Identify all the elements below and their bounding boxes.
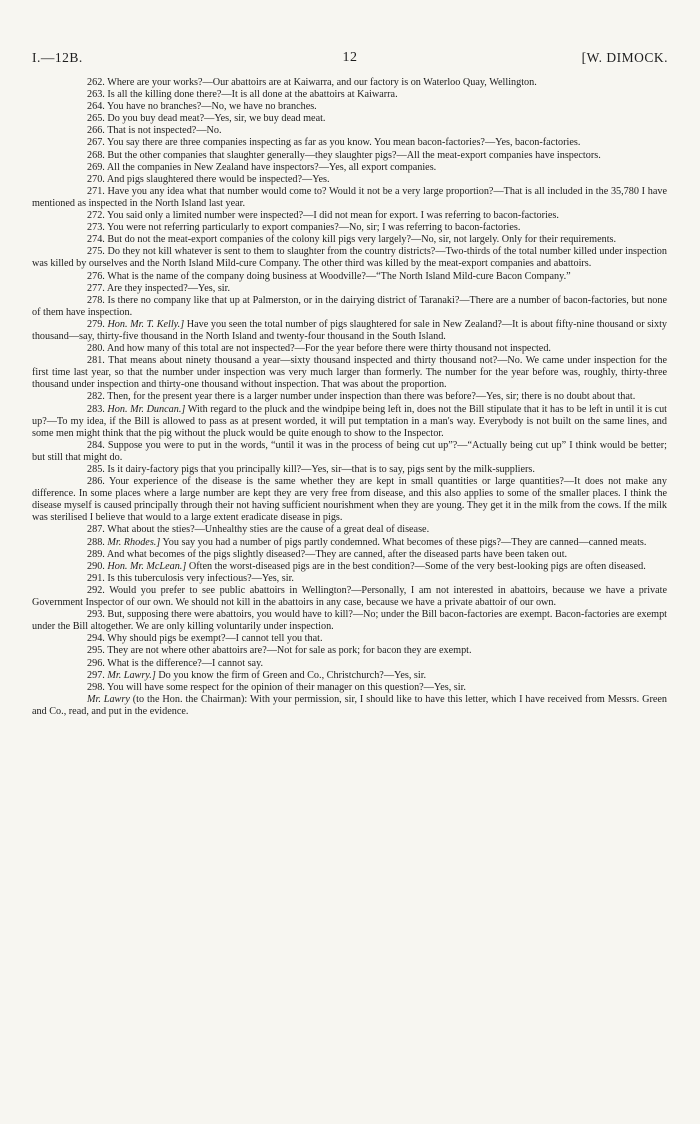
question-number: 297. [87, 669, 105, 681]
question-answer-text: You were not referring particularly to export companies?—No, sir; I was referring to bacon-factories. [107, 222, 521, 234]
question-answer-text: That means about ninety thousand a year—sixty thousand inspected and thirty thousand not?—No. We came under inspection for the first time last year, so that the number under inspection was very much larger than formerly. The number for the year before was, roughly, thirty-three thousand under inspection and thirty-one thousand without inspection. That was about the proportion. [32, 355, 667, 391]
question-answer-text: Have you seen the total number of pigs slaughtered for sale in New Zealand?—It is about fifty-nine thousand or sixty thousand—say, thirty-five thousand in the North Island and twenty-four thousand in the South Island. [32, 318, 668, 342]
question-paragraph [32, 645, 667, 657]
question-paragraph [32, 670, 667, 682]
question-paragraph [32, 404, 667, 440]
question-number: 273. [87, 222, 105, 234]
question-paragraph [32, 113, 667, 125]
question-number: 283. [87, 403, 105, 415]
question-paragraph [32, 440, 667, 464]
question-answer-text: You have no branches?—No, we have no branches. [107, 101, 317, 113]
question-number: 290. [87, 560, 105, 572]
question-number: 293. [87, 609, 105, 621]
question-paragraph [32, 658, 667, 670]
question-answer-text: With regard to the pluck and the windpipe being left in, does not the Bill stipulate that it has to be left in until it is cut up?—To my idea, if the Bill is allowed to pass as at present worded, it will put temptation in a man's way. Everybody is not built on the same lines, and some men might think that the pig without the pluck would be quite enough to show to the Inspector. [32, 403, 667, 439]
question-number: 262. [87, 77, 105, 88]
question-number: 263. [87, 89, 105, 101]
question-answer-text: You say there are three companies inspecting as far as you know. You mean bacon-factories?—Yes, bacon-factories. [107, 137, 581, 149]
question-paragraph [32, 210, 667, 222]
question-answer-text: Then, for the present year there is a larger number under inspection than there was before?—Yes, sir; there is no doubt about that. [107, 391, 636, 403]
question-paragraph [32, 89, 667, 101]
question-number: 280. [87, 343, 105, 355]
question-answer-text: Suppose you were to put in the words, “until it was in the process of being cut up”?—“Actually being cut up” I think would be better; but still that might do. [32, 439, 667, 463]
question-paragraph [32, 391, 667, 403]
question-number: 284. [87, 439, 105, 451]
question-number: 266. [87, 125, 105, 137]
question-number: 295. [87, 645, 105, 657]
question-answer-text: Is all the killing done there?—It is all done at the abattoirs at Kaiwarra. [107, 89, 398, 101]
question-paragraph [32, 464, 667, 476]
question-number: 298. [87, 681, 105, 693]
speaker-name: Mr. Rhodes.] [107, 536, 161, 548]
question-number: 269. [87, 161, 105, 173]
question-number: 268. [87, 149, 105, 161]
question-answer-text: What is the difference?—I cannot say. [107, 657, 264, 669]
question-number: 286. [87, 476, 105, 488]
question-paragraph [32, 295, 667, 319]
question-answer-text: But the other companies that slaughter generally—they slaughter pigs?—All the meat-export companies have inspectors. [107, 149, 601, 161]
question-answer-text: All the companies in New Zealand have inspectors?—Yes, all export companies. [106, 161, 437, 173]
question-number: 289. [87, 548, 105, 560]
question-answer-text: Is it dairy-factory pigs that you principally kill?—Yes, sir—that is to say, pigs sent by the milk-suppliers. [107, 464, 535, 475]
question-number: 287. [87, 524, 105, 536]
question-answer-text: That is not inspected?—No. [107, 125, 222, 137]
question-paragraph [32, 682, 667, 694]
question-answer-text: You say you had a number of pigs partly condemned. What becomes of these pigs?—They are canned—canned meats. [162, 536, 647, 548]
question-paragraph [32, 573, 667, 585]
question-number: 270. [87, 173, 105, 185]
question-paragraph [32, 222, 667, 234]
question-number: 274. [87, 234, 105, 246]
question-paragraph [32, 319, 667, 343]
question-number: 285. [87, 464, 105, 475]
question-number: 267. [87, 137, 105, 149]
question-paragraph [32, 633, 667, 645]
evidence-text [32, 77, 667, 718]
question-number: 264. [87, 101, 105, 113]
question-paragraph [32, 150, 667, 162]
question-number: 296. [87, 657, 105, 669]
question-answer-text: Is there no company like that up at Palmerston, or in the dairying district of Taranaki?—There are a number of bacon-factories, but none of them have inspection. [32, 294, 668, 318]
question-answer-text: And pigs slaughtered there would be inspected?—Yes. [106, 173, 330, 185]
question-paragraph [32, 234, 667, 246]
question-answer-text: They are not where other abattoirs are?—Not for sale as pork; for bacon they are exempt. [107, 645, 472, 657]
question-paragraph [32, 186, 667, 210]
speaker-name: Mr. Lawry.] [107, 669, 156, 681]
question-paragraph [32, 476, 667, 524]
question-number: 278. [87, 294, 105, 306]
question-paragraph [32, 694, 667, 718]
question-paragraph [32, 585, 667, 609]
question-number: 288. [87, 536, 105, 548]
witness-name: [W. DIMOCK. [581, 50, 668, 65]
question-answer-text: Why should pigs be exempt?—I cannot tell you that. [107, 633, 323, 645]
question-answer-text: And how many of this total are not inspected?—For the year before there were thirty thousand not inspected. [106, 343, 551, 355]
question-paragraph [32, 77, 667, 89]
question-number: 282. [87, 391, 105, 403]
question-number: 276. [87, 270, 105, 282]
question-answer-text: Often the worst-diseased pigs are in the best condition?—Some of the very best-looking pigs are often diseased. [188, 560, 646, 572]
question-paragraph [32, 524, 667, 536]
question-answer-text: What about the sties?—Unhealthy sties are the cause of a great deal of disease. [107, 524, 430, 536]
question-number: 279. [87, 318, 105, 330]
question-paragraph [32, 355, 667, 391]
question-answer-text: Are they inspected?—Yes, sir. [106, 282, 230, 294]
paper-reference: I.—12B. [32, 50, 83, 65]
question-number: 272. [87, 210, 105, 222]
question-paragraph [32, 174, 667, 186]
question-paragraph [32, 246, 667, 270]
question-answer-text: Would you prefer to see public abattoirs in Wellington?—Personally, I am not interested in abattoirs, because we have a private Government Inspector of our own. We should not kill in the abattoirs in any case, because we have a private abattoir of our own. [32, 584, 667, 609]
question-answer-text: Have you any idea what that number would come to? Would it not be a very large proportion?—That is all included in the 35,780 I have mentioned as inspected in the North Island last year. [32, 185, 667, 209]
question-answer-text: You will have some respect for the opinion of their manager on this question?—Yes, sir. [107, 681, 466, 693]
question-paragraph [32, 283, 667, 295]
question-number: 265. [87, 113, 105, 125]
question-paragraph [32, 271, 667, 283]
question-answer-text: Is this tuberculosis very infectious?—Yes, sir. [107, 572, 294, 584]
question-answer-text: Do you buy dead meat?—Yes, sir, we buy dead meat. [107, 113, 326, 125]
question-paragraph [32, 101, 667, 113]
page-header [32, 50, 668, 70]
question-answer-text: Do you know the firm of Green and Co., Christchurch?—Yes, sir. [158, 669, 427, 681]
question-answer-text: What is the name of the company doing business at Woodville?—“The North Island Mild-cure Bacon Company.” [107, 270, 571, 282]
page-number: 12 [342, 50, 358, 65]
speaker-name: Hon. Mr. Duncan.] [107, 403, 186, 415]
question-answer-text: And what becomes of the pigs slightly diseased?—They are canned, after the diseased parts have been taken out. [106, 548, 568, 560]
question-paragraph [32, 609, 667, 633]
question-answer-text: But, supposing there were abattoirs, you would have to kill?—No; under the Bill bacon-factories are exempt. Bacon-factories are exempt under the Bill altogether. We are only killing voluntarily under inspection. [32, 609, 667, 633]
question-paragraph [32, 561, 667, 573]
question-paragraph [32, 137, 667, 149]
question-paragraph [32, 125, 667, 137]
speaker-name: Hon. Mr. T. Kelly.] [107, 318, 185, 330]
speaker-name: Hon. Mr. McLean.] [107, 560, 187, 572]
question-answer-text: Do they not kill whatever is sent to them to slaughter from the country districts?—Two-thirds of the total number killed under inspection was killed by ourselves and the North Island Mild-cure Company. The other third was killed by the meat-export companies and abattoirs. [32, 246, 667, 270]
question-number: 281. [87, 355, 105, 367]
question-answer-text: Where are your works?—Our abattoirs are at Kaiwarra, and our factory is on Waterloo Quay, Wellington. [107, 77, 537, 88]
question-number: 275. [87, 246, 105, 258]
question-answer-text: (to the Hon. the Chairman): With your permission, sir, I should like to have this letter, which I have received from Messrs. Green and Co., read, and put in the evidence. [32, 693, 667, 717]
question-paragraph [32, 162, 667, 174]
question-paragraph [32, 343, 667, 355]
question-number: 294. [87, 633, 105, 645]
question-answer-text: Your experience of the disease is the same whether they are kept in small quantities or large quantities?—It does not make any difference. In some places where a large number are kept they are very free from disease, and this also applies to some of the smaller places. I think the disease myself is caused principally through their not having sufficient nourishment when they are young. They get it in the milk from the cows. If the milk was sterilised I believe that would to a large extent eradicate disease in pigs. [32, 476, 667, 524]
question-number: 292. [87, 584, 105, 596]
question-paragraph [32, 537, 667, 549]
question-number: 271. [87, 185, 105, 197]
question-answer-text: But do not the meat-export companies of the colony kill pigs very largely?—No, sir, not largely. Only for their requirements. [107, 234, 617, 246]
question-number: 277. [87, 282, 105, 294]
question-paragraph [32, 549, 667, 561]
question-number: 291. [87, 572, 105, 584]
speaker-name: Mr. Lawry [87, 693, 130, 705]
question-answer-text: You said only a limited number were inspected?—I did not mean for export. I was referring to bacon-factories. [107, 210, 559, 222]
